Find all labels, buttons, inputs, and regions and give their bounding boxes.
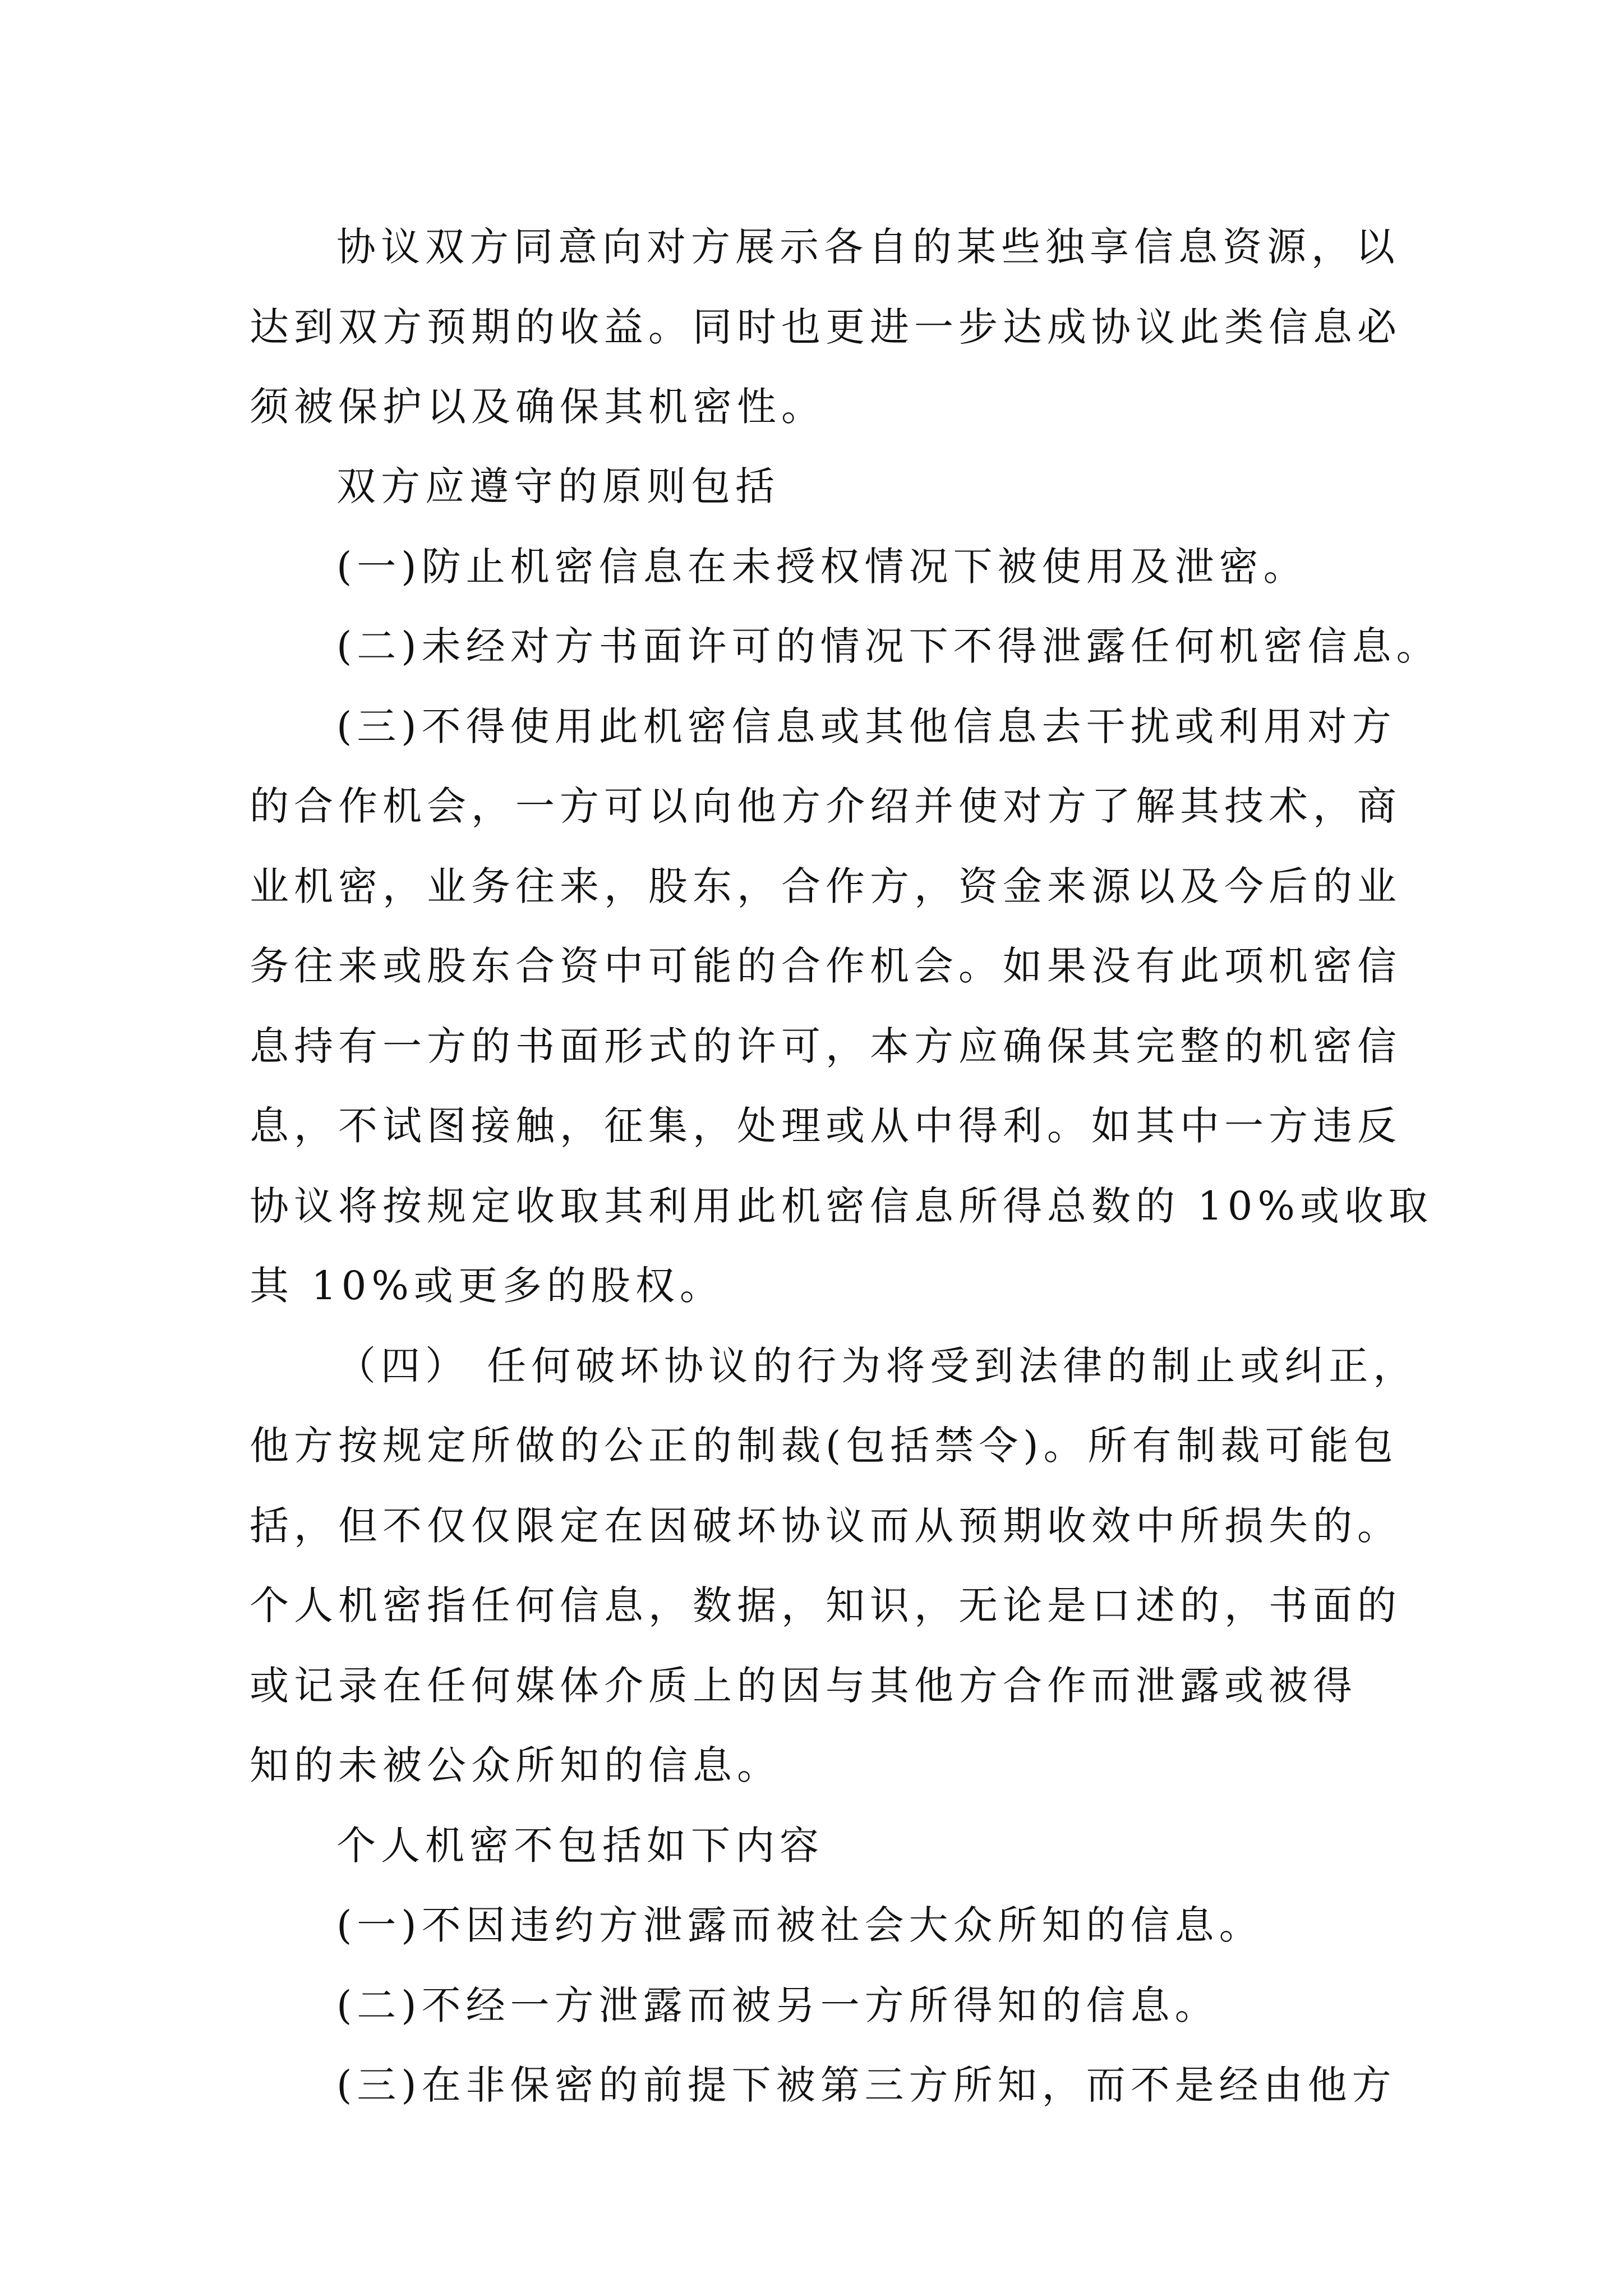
exclusion-item-1: (一)不因违约方泄露而被社会大众所知的信息。 — [336, 1902, 1264, 1948]
paragraph-line-2: 达到双方预期的收益。同时也更进一步达成协议此类信息必 — [250, 304, 1401, 350]
paragraph-line-14: 其 10%或更多的股权。 — [250, 1263, 724, 1309]
principle-item-2: (二)未经对方书面许可的情况下不得泄露任何机密信息。 — [336, 623, 1441, 669]
paragraph-line-3: 须被保护以及确保其机密性。 — [250, 384, 826, 430]
paragraph-line-20: 知的未被公众所知的信息。 — [250, 1742, 781, 1788]
paragraph-line-8: 的合作机会，一方可以向他方介绍并使对方了解其技术，商 — [250, 783, 1401, 829]
paragraph-line-16: 他方按规定所做的公正的制裁(包括禁令)。所有制裁可能包 — [250, 1423, 1398, 1469]
section-heading-principles: 双方应遵守的原则包括 — [336, 463, 780, 509]
paragraph-line-17: 括，但不仅仅限定在因破坏协议而从预期收效中所损失的。 — [250, 1503, 1401, 1549]
paragraph-line-9: 业机密，业务往来，股东，合作方，资金来源以及今后的业 — [250, 863, 1401, 909]
paragraph-line-10: 务往来或股东合资中可能的合作机会。如果没有此项机密信 — [250, 943, 1401, 989]
exclusion-item-2: (二)不经一方泄露而被另一方所得知的信息。 — [336, 1982, 1219, 2028]
principle-item-3: (三)不得使用此机密信息或其他信息去干扰或利用对方 — [336, 703, 1396, 749]
paragraph-line-18: 个人机密指任何信息，数据，知识，无论是口述的，书面的 — [250, 1582, 1401, 1628]
paragraph-line-11: 息持有一方的书面形式的许可，本方应确保其完整的机密信 — [250, 1023, 1401, 1069]
principle-item-1: (一)防止机密信息在未授权情况下被使用及泄密。 — [336, 544, 1308, 590]
exclusion-item-3: (三)在非保密的前提下被第三方所知，而不是经由他方 — [336, 2062, 1396, 2108]
paragraph-line-13: 协议将按规定收取其利用此机密信息所得总数的 10%或收取 — [250, 1183, 1433, 1229]
paragraph-line-12: 息，不试图接触，征集，处理或从中得利。如其中一方违反 — [250, 1103, 1401, 1149]
paragraph-line-1: 协议双方同意向对方展示各自的某些独享信息资源，以 — [336, 224, 1400, 270]
section-heading-exclusions: 个人机密不包括如下内容 — [336, 1823, 824, 1869]
principle-item-4: （四） 任何破坏协议的行为将受到法律的制止或纠正， — [336, 1343, 1418, 1389]
paragraph-line-19: 或记录在任何媒体介质上的因与其他方合作而泄露或被得 — [250, 1663, 1357, 1709]
